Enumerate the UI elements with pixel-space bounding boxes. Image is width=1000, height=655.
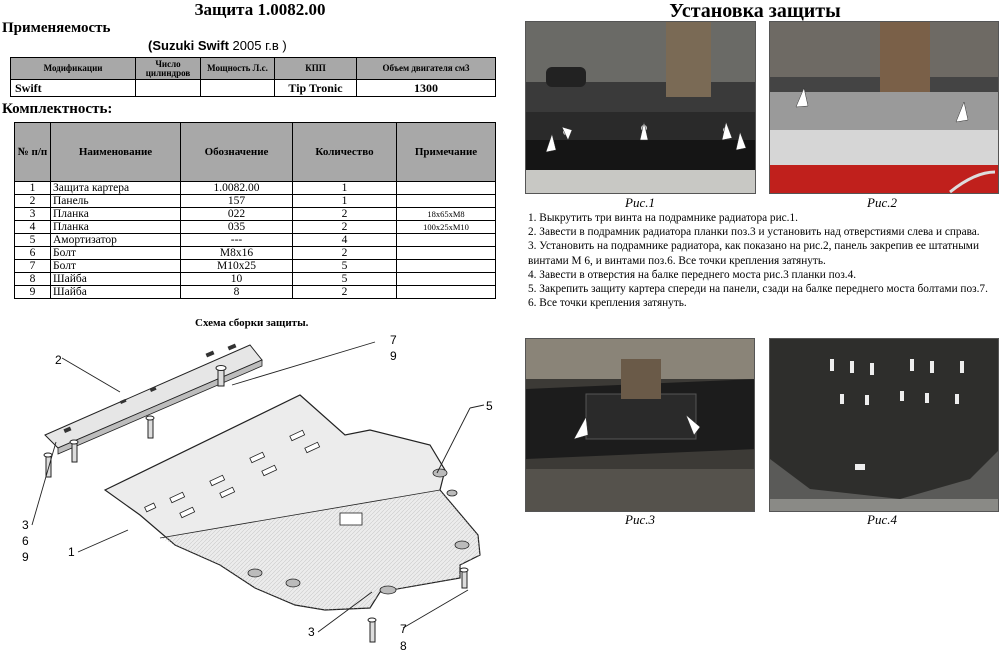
- caption-fig3: Рис.3: [625, 512, 655, 527]
- callout-2: 2: [55, 353, 62, 367]
- header-cylinders: Число цилиндров: [136, 58, 201, 80]
- applicability-header-row: [11, 58, 496, 80]
- car-model: [148, 38, 287, 53]
- step-6: 6. Все точки крепления затянуть.: [528, 297, 687, 310]
- step-2: 2. Завести в подрамник радиатора планки поз.3 и установить над отверстиями слева и справа.: [528, 226, 980, 239]
- cell-note: 100х25хМ10: [397, 221, 496, 234]
- cell-gearbox: Tip Tronic: [275, 80, 357, 97]
- header-gearbox: КПП: [275, 58, 357, 80]
- cell-designation: 8: [181, 286, 293, 299]
- header-engine-volume: Объем двигателя см3: [357, 58, 496, 80]
- callout-3-left: 3: [22, 518, 29, 532]
- cell-number: 2: [15, 195, 51, 208]
- applicability-heading: Применяемость: [2, 20, 111, 36]
- cell-note: [397, 247, 496, 260]
- table-row: [15, 208, 496, 221]
- cell-note: [397, 286, 496, 299]
- header-note: Примечание: [397, 123, 496, 182]
- caption-fig4: Рис.4: [867, 512, 897, 527]
- cell-quantity: 1: [293, 195, 397, 208]
- callout-6: 6: [22, 534, 29, 548]
- table-row: [15, 247, 496, 260]
- callout-7-bottom: 7: [400, 622, 407, 636]
- cell-name: Шайба: [51, 273, 181, 286]
- callout-7-top: 7: [390, 333, 397, 347]
- cell-designation: 1.0082.00: [181, 182, 293, 195]
- cell-name: Планка: [51, 221, 181, 234]
- cell-name: Панель: [51, 195, 181, 208]
- applicability-table: [10, 57, 496, 97]
- table-row: [15, 273, 496, 286]
- cell-designation: 035: [181, 221, 293, 234]
- cell-number: 1: [15, 182, 51, 195]
- car-year: 2005 г.в: [232, 38, 279, 53]
- table-row: [15, 234, 496, 247]
- cell-quantity: 5: [293, 273, 397, 286]
- cell-designation: ---: [181, 234, 293, 247]
- cell-power: [201, 80, 275, 97]
- photo-fig3: [525, 338, 755, 512]
- cell-note: [397, 234, 496, 247]
- header-quantity: Количество: [293, 123, 397, 182]
- callout-9-left: 9: [22, 550, 29, 564]
- cell-number: 6: [15, 247, 51, 260]
- header-designation: Обозначение: [181, 123, 293, 182]
- cell-modification: Swift: [11, 80, 136, 97]
- install-steps: [528, 211, 998, 310]
- cell-designation: 10: [181, 273, 293, 286]
- cell-quantity: 5: [293, 260, 397, 273]
- car-open-paren: (: [148, 38, 153, 53]
- cell-engine-volume: 1300: [357, 80, 496, 97]
- caption-fig1: Рис.1: [625, 195, 655, 210]
- document-title: Защита 1.0082.00: [194, 0, 326, 19]
- table-row: [15, 286, 496, 299]
- step-5: 5. Закрепить защиту картера спереди на панели, сзади на балке переднего моста болтами поз.7.: [528, 283, 988, 296]
- table-row: [15, 182, 496, 195]
- cell-number: 8: [15, 273, 51, 286]
- assembly-diagram: [0, 330, 505, 655]
- cell-number: 3: [15, 208, 51, 221]
- cell-quantity: 2: [293, 286, 397, 299]
- header-modification: Модификации: [11, 58, 136, 80]
- header-number: № п/п: [15, 123, 51, 182]
- cell-cylinders: [136, 80, 201, 97]
- step-3: 3. Установить на подрамнике радиатора, как показано на рис.2, панель закрепив ее штатными винтами М 6, и винтами поз.6. Все точки крепления затянуть.: [528, 240, 980, 267]
- cell-designation: 022: [181, 208, 293, 221]
- cell-quantity: 1: [293, 182, 397, 195]
- cell-note: [397, 195, 496, 208]
- step-1: 1. Выкрутить три винта на подрамнике радиатора рис.1.: [528, 212, 798, 224]
- scheme-caption: Схема сборки защиты.: [195, 317, 309, 329]
- header-power: Мощность Л.с.: [201, 58, 275, 80]
- callout-5: 5: [486, 399, 493, 413]
- table-row: [15, 260, 496, 273]
- cell-designation: М8х16: [181, 247, 293, 260]
- callout-3-bottom: 3: [308, 625, 315, 639]
- table-row: [15, 195, 496, 208]
- kit-header-row: [15, 123, 496, 182]
- cell-number: 4: [15, 221, 51, 234]
- cell-quantity: 4: [293, 234, 397, 247]
- cell-note: [397, 260, 496, 273]
- table-row: [15, 221, 496, 234]
- cell-note: [397, 182, 496, 195]
- cell-quantity: 2: [293, 208, 397, 221]
- install-title: Установка защиты: [669, 0, 841, 22]
- header-name: Наименование: [51, 123, 181, 182]
- car-brand: Suzuki Swift: [152, 38, 229, 53]
- cell-note: [397, 273, 496, 286]
- cell-name: Шайба: [51, 286, 181, 299]
- cell-name: Планка: [51, 208, 181, 221]
- cell-designation: М10х25: [181, 260, 293, 273]
- photo-fig1: [525, 21, 756, 194]
- cell-quantity: 2: [293, 247, 397, 260]
- cell-number: 9: [15, 286, 51, 299]
- step-4: 4. Завести в отверстия на балке переднего моста рис.3 планки поз.4.: [528, 268, 857, 281]
- cell-number: 7: [15, 260, 51, 273]
- cell-designation: 157: [181, 195, 293, 208]
- cell-quantity: 2: [293, 221, 397, 234]
- cell-name: Амортизатор: [51, 234, 181, 247]
- callout-1: 1: [68, 545, 75, 559]
- cell-note: 18х65хМ8: [397, 208, 496, 221]
- car-close-paren: ): [282, 38, 287, 53]
- caption-fig2: Рис.2: [867, 195, 897, 210]
- applicability-row: [11, 80, 496, 97]
- kit-table: [14, 122, 496, 299]
- cell-name: Защита картера: [51, 182, 181, 195]
- callout-9-top: 9: [390, 349, 397, 363]
- cell-name: Болт: [51, 247, 181, 260]
- cell-number: 5: [15, 234, 51, 247]
- callout-8: 8: [400, 639, 407, 653]
- protection-plate: [105, 395, 480, 610]
- cell-name: Болт: [51, 260, 181, 273]
- kit-heading: Комплектность:: [2, 101, 113, 117]
- photo-fig2: [769, 21, 999, 194]
- photo-fig4: [769, 338, 999, 512]
